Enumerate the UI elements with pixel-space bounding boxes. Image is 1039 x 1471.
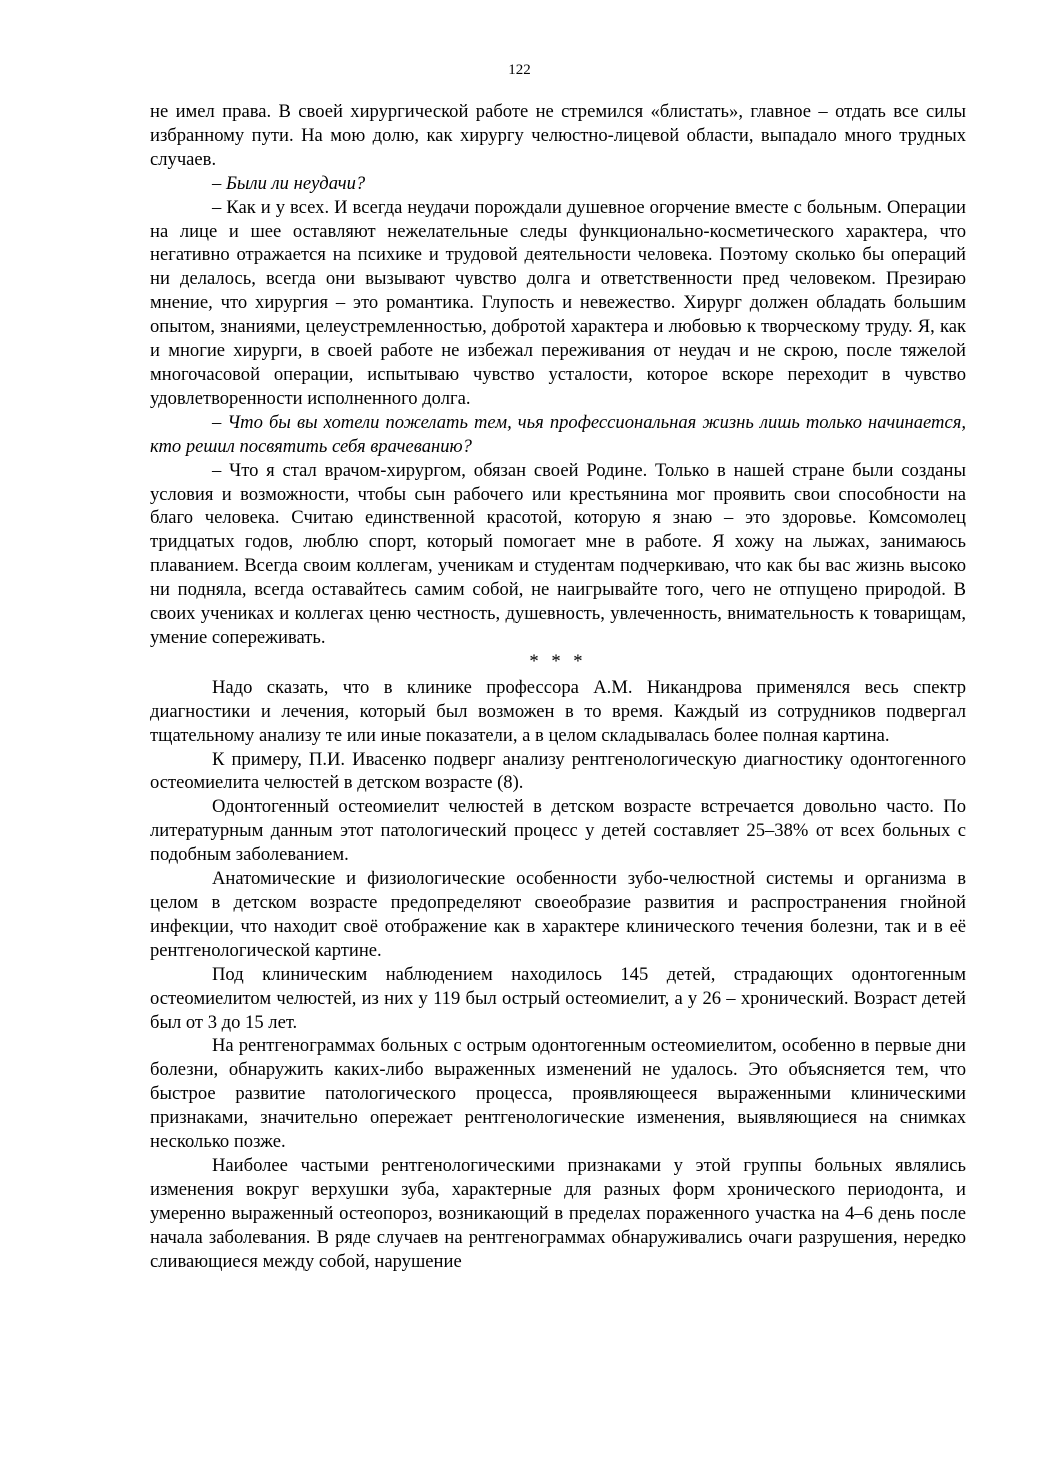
paragraph: На рентгенограммах больных с острым одонтогенным остеомиелитом, особенно в первые дни болезни, обнаружить каких-либо выраженных изменений не удалось. Это объясняется тем, что быстрое развитие патологического процесса, проявляющееся выраженными клиническими признаками, значительно опережает рентгенологические изменения, выявляющиеся на снимках несколько позже. <box>150 1035 966 1153</box>
interview-question: – Что бы вы хотели пожелать тем, чья профессиональная жизнь лишь только начинается, кто решил посвятить себя врачеванию? <box>150 411 966 457</box>
interview-question: – Были ли неудачи? <box>212 172 366 194</box>
paragraph: Надо сказать, что в клинике профессора А.М. Никандрова применялся весь спектр диагностики и лечения, который был возможен в то время. Каждый из сотрудников подвергал тщательному анализу те или иные показатели, а в целом складывалась более полная картина. <box>150 676 966 746</box>
paragraph: Под клиническим наблюдением находилось 145 детей, страдающих одонтогенным остеомиелитом челюстей, из них у 119 был острый остеомиелит, а у 26 – хронический. Возраст детей был от 3 до 15 лет. <box>150 963 966 1033</box>
interview-answer: – Что я стал врачом-хирургом, обязан своей Родине. Только в нашей стране были созданы условия и возможности, чтобы сын рабочего или крестьянина мог проявить свои способности на благо человека. Считаю единственной красотой, которую я знаю – это здоровье. Комсомолец тридцатых годов, люблю спорт, который помогает мне в работе. Я хожу на лыжах, занимаюсь плаванием. Всегда своим коллегам, ученикам и студентам подчеркиваю, что как бы вас жизнь высоко ни подняла, всегда оставайтесь самим собой, не наигрывайте того, чего не отпущено природой. В своих учениках и коллегах ценю честность, душевность, увлеченность, внимательность к товарищам, умение сопереживать. <box>150 459 966 648</box>
paragraph: Анатомические и физиологические особенности зубо-челюстной системы и организма в целом в детском возрасте предопределяют своеобразие развития и распространения гнойной инфекции, что находит своё отображение как в характере клинического течения болезни, так и в её рентгенологической картине. <box>150 868 966 961</box>
paragraph-continuation: не имел права. В своей хирургической работе не стремился «блистать», главное – отдать все силы избранному пути. На мою долю, как хирургу челюстно-лицевой области, выпадало много трудных случаев. <box>150 101 966 170</box>
interview-answer: – Как и у всех. И всегда неудачи порождали душевное огорчение вместе с больным. Операции на лице и шее оставляют нежелательные следы функционально-косметического характера, что негативно отражается на психике и трудовой деятельности человека. Поэтому сколько бы операций ни делалось, всегда они вызывают чувство долга и ответственности пред человеком. Презираю мнение, что хирургия – это романтика. Глупость и невежество. Хирург должен обладать большим опытом, знаниями, целеустремленностью, добротой характера и любовью к творческому труду. Я, как и многие хирурги, в своей работе не избежал переживания от неудач и не скрою, после тяжелой многочасовой операции, испытываю чувство усталости, которое вскоре переходит в чувство удовлетворенности исполненного долга. <box>150 196 966 409</box>
paragraph: К примеру, П.И. Ивасенко подверг анализу рентгенологическую диагностику одонтогенного остеомиелита челюстей в детском возрасте (8). <box>150 748 966 794</box>
paragraph: Одонтогенный остеомиелит челюстей в детском возрасте встречается довольно часто. По литературным данным этот патологический процесс у детей составляет 25–38% от всех больных с подобным заболеванием. <box>150 796 966 866</box>
body-text <box>150 100 966 1274</box>
section-separator: * * * <box>529 650 587 672</box>
page-number: 122 <box>508 62 531 78</box>
paragraph: Наиболее частыми рентгенологическими признаками у этой группы больных являлись изменения вокруг верхушки зуба, характерные для разных форм хронического периодонта, и умеренно выраженный остеопороз, возникающий в пределах пораженного участка на 4–6 день после начала заболевания. В ряде случаев на рентгенограммах обнаруживались очаги разрушения, нередко сливающиеся между собой, нарушение <box>150 1154 966 1272</box>
